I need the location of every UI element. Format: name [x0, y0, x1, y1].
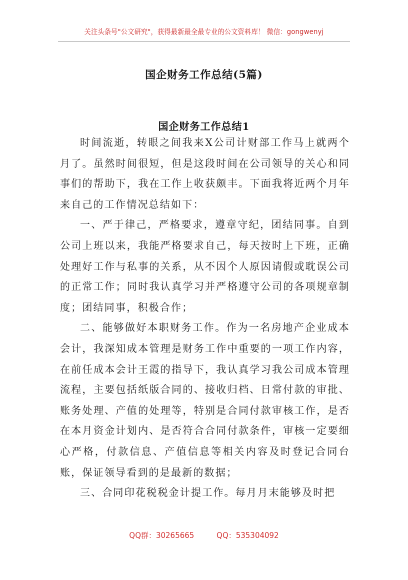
paragraph: 二、能够做好本职财务工作。作为一名房地产企业成本会计，我深知成本管理是财务工作中重要的一项工作内容，在前任成本会计王霞的指导下，我认真学习我公司成本管理流程，主要包括纸版合同的、接收归档、日常付款的审批、账务处理、产值的处理等，特别是合同付款审核工作，是否在本月资金计划内、是否符合合同付款条件，审核一定要细心严格，付款信息、产值信息等相关内容及时登记合同台账，保证领导看到的是最新的数据； [60, 323, 350, 479]
qq-label: QQ：535304092 [216, 531, 279, 540]
footer-contact [0, 530, 408, 541]
paragraph: 一、严于律己，严格要求，遵章守纪，团结同事。自到公司上班以来，我能严格要求自己，每天按时上下班，正确处理好工作与私事的关系，从不因个人原因请假或耽误公司的正常工作；同时我认真学习并严格遵守公司的各项规章制度；团结同事，积极合作； [60, 220, 350, 314]
paragraph: 三、合同印花税税金计提工作。每月月末能够及时把 [80, 488, 336, 500]
header-banner: 关注头条号"公文研究"，获得最新最全最专业的公文资料库！ 微信：gongwenyj [84, 28, 324, 36]
document-body [60, 134, 350, 505]
paragraph: 时间流逝，转眼之间我来X公司计财部工作马上就两个月了。虽然时间很短，但是这段时间在公司领导的关心和同事们的帮助下，我在工作上收获颇丰。下面我将近两个月年来自己的工作情况总结如下： [60, 138, 350, 211]
header-divider [58, 41, 350, 42]
section-title: 国企财务工作总结1 [158, 122, 250, 133]
qq-group-label: QQ群：30265665 [129, 531, 195, 540]
document-title: 国企财务工作总结(5篇) [145, 69, 263, 81]
